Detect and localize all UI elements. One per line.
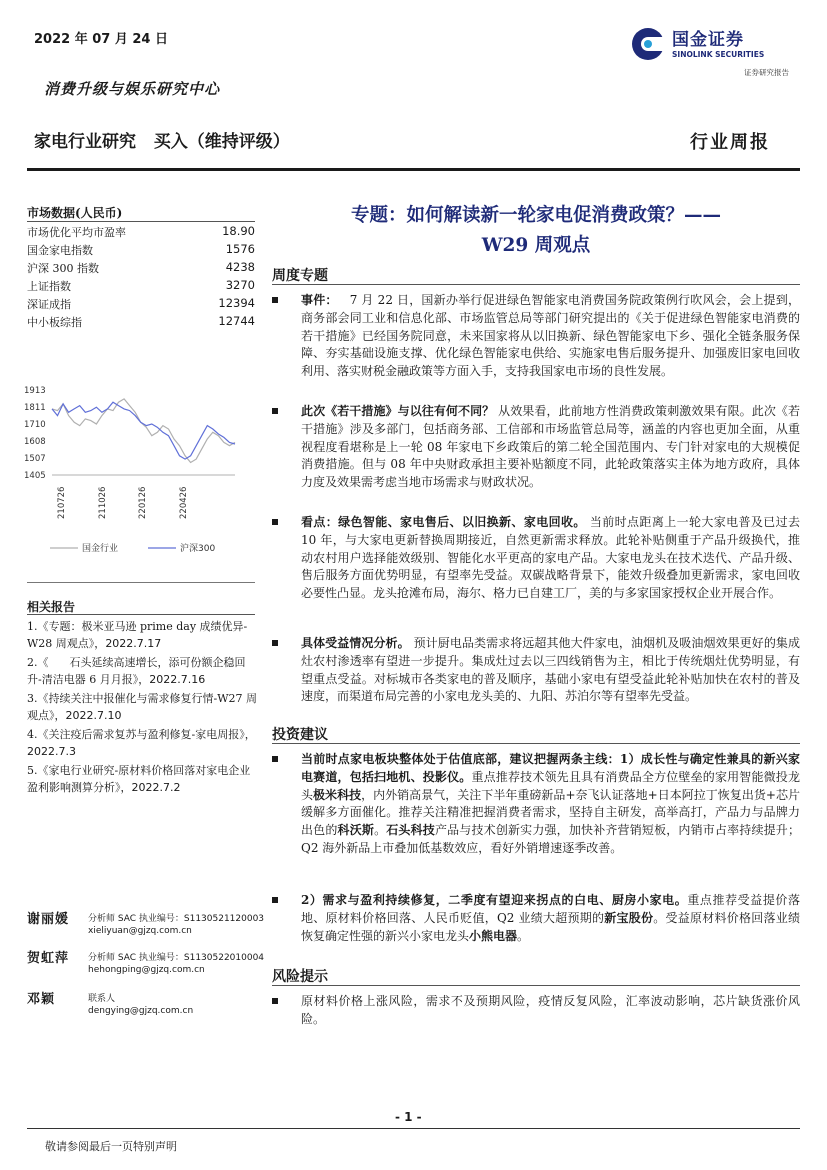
bullet-heading: 看点：绿色智能、家电售后、以旧换新、家电回收。	[301, 515, 586, 529]
x-tick-label: 210726	[57, 486, 67, 519]
stock-name: 极米科技	[313, 787, 362, 802]
market-row-value: 3270	[225, 278, 255, 292]
market-row-label: 市场优化平均市盈率	[27, 226, 126, 239]
footer-divider	[27, 1128, 800, 1129]
section-heading-risk: 风险提示	[272, 969, 328, 985]
stock-name: 新宝股份	[604, 910, 654, 925]
analyst-email[interactable]: dengying@gjzq.com.cn	[88, 1006, 194, 1016]
bullet-body: 产品与技术创新实力强，加快补齐营销短板，内销市占率持续提升；Q2 海外新品上市叠加低基数效应，看好外销增速逐季改善。	[301, 823, 800, 855]
brand-subtitle: 证券研究报告	[744, 68, 789, 77]
bullet-risk	[272, 993, 800, 1029]
market-row-value: 12394	[218, 296, 255, 310]
bullet-body: 。	[374, 823, 387, 838]
market-row-label: 国金家电指数	[27, 244, 93, 257]
related-report-item[interactable]	[27, 763, 259, 796]
chart-divider	[27, 582, 255, 583]
report-title	[272, 201, 800, 261]
bullet-difference	[272, 403, 800, 492]
bullet-square-icon	[272, 897, 278, 903]
market-row-value: 4238	[225, 260, 255, 274]
related-report-item[interactable]	[27, 655, 259, 688]
analyst-cert: 分析师 SAC 执业编号：S1130521120003	[88, 914, 265, 924]
brand-name: 国金证券	[672, 30, 744, 50]
bullet-body: 重点推荐技术领先且具有消费品全方位壁垒的家用智能微投龙头	[301, 769, 800, 802]
bullet-square-icon	[272, 408, 278, 414]
index-line-chart	[20, 372, 260, 577]
stock-name: 石头科技	[386, 823, 435, 838]
related-reports-title: 相关报告	[27, 600, 76, 614]
market-row-label: 深证成指	[27, 298, 71, 311]
bullet-body: 。受益原材料价格回落业绩恢复确定性强的新兴小家电龙头	[301, 910, 800, 943]
market-row	[27, 278, 255, 294]
bullet-body: 重点推荐受益提价落地、原材料价格回落、人民币贬值，Q2 业绩大超预期的	[301, 893, 800, 925]
report-title-line: W29 周观点	[481, 235, 591, 256]
analyst-name: 谢丽媛	[27, 912, 70, 927]
bullet-mainline-1	[272, 751, 800, 858]
stock-name: 科沃斯	[337, 823, 375, 838]
bullet-body: ，内外销高景气，关注下半年重磅新品+奈飞认证落地+日本阿拉丁恢复出货+芯片缓解多方面催化。推荐关注精准把握消费者需求，坚持自主研发，高举高打，产品力与品牌力出色的	[301, 787, 800, 838]
y-tick-label: 1507	[24, 453, 46, 464]
bullet-body: 从效果看，此前地方性消费政策刺激效果有限。此次《若干措施》涉及多部门，包括商务部、工信部和市场监管总局等，涵盖的内容也更加全面，从重视程度看堪称是上一轮 08 年家电下乡政策后的第二轮全国范围内、专门针对家电的大规模促消费措施。但与 08 年中央财政承担主要补贴额度不同，此轮政策落实主体为地方政府，具体力度及效果需考虑当地市场需求与财政状况。	[301, 404, 800, 490]
y-tick-label: 1710	[24, 419, 46, 430]
bullet-square-icon	[272, 998, 278, 1004]
analyst-card	[27, 908, 267, 948]
related-reports-divider	[27, 614, 255, 615]
related-report-date: 2022.7.2	[131, 780, 181, 794]
section-divider	[272, 743, 800, 744]
market-row	[27, 224, 255, 240]
bullet-square-icon	[272, 519, 278, 525]
bullet-heading: 当前时点家电板块整体处于估值底部，建议把握两条主线：1）成长性与确定性兼具的新兴家电赛道，包括扫地机、投影仪。	[301, 752, 800, 784]
related-report-date: 2022.7.16	[149, 672, 206, 686]
market-row	[27, 242, 255, 258]
related-report-title[interactable]: 3.《持续关注中报催化与需求修复行情-W27 周观点》，	[27, 692, 258, 722]
related-report-date: 2022.7.10	[65, 708, 122, 722]
bullet-square-icon	[272, 297, 278, 303]
bullet-heading: 2）需求与盈利持续修复，二季度有望迎来拐点的白电、厨房小家电。	[301, 893, 688, 907]
series-line	[52, 399, 235, 463]
y-tick-label: 1913	[24, 386, 46, 396]
analyst-cert: 分析师 SAC 执业编号：S1130522010004	[88, 953, 265, 963]
section-divider	[272, 985, 800, 986]
bullet-body: 原材料价格上涨风险，需求不及预期风险，疫情反复风险，汇率波动影响，芯片缺货涨价风险。	[301, 994, 800, 1026]
market-data-title: 市场数据(人民币)	[27, 206, 123, 220]
footer-disclaimer: 敬请参阅最后一页特别声明	[45, 1140, 177, 1153]
bullet-beneficiaries	[272, 635, 800, 706]
series-line	[52, 402, 235, 459]
bullet-heading: 具体受益情况分析。	[301, 636, 410, 650]
y-tick-label: 1608	[24, 437, 46, 448]
y-tick-label: 1405	[24, 471, 46, 481]
market-row	[27, 296, 255, 312]
market-row-value: 18.90	[222, 224, 255, 238]
market-row-label: 上证指数	[27, 280, 71, 293]
related-report-title[interactable]: 5.《家电行业研究-原材料价格回落对家电企业盈利影响测算分析》，	[27, 764, 251, 794]
brand-english-name: SINOLINK SECURITIES	[672, 50, 765, 59]
analyst-name: 贺虹萍	[27, 951, 70, 966]
report-type: 行业周报	[690, 132, 770, 153]
bullet-square-icon	[272, 756, 278, 762]
page-number: - 1 -	[395, 1110, 422, 1124]
bullet-body: 预计厨电品类需求将远超其他大件家电，油烟机及吸油烟效果更好的集成灶农村渗透率有望进一步提升。集成灶过去以三四线销售为主，相比于传统烟灶优势明显，有望重点受益。对标城市各类家电的普及顺序，基础小家电有望受益此轮补贴加快在农村的普及速度，而渠道布局完善的小家电龙头美的、九阳、苏泊尔等有望率先受益。	[301, 636, 800, 704]
bullet-heading: 事件：	[301, 293, 338, 307]
analyst-name: 邓颖	[27, 992, 56, 1007]
analyst-cert: 联系人	[88, 994, 116, 1004]
bullet-highlights	[272, 514, 800, 603]
related-report-item[interactable]	[27, 619, 259, 652]
stock-name: 小熊电器	[469, 928, 518, 943]
x-tick-label: 211026	[98, 486, 108, 519]
bullet-mainline-2	[272, 892, 800, 945]
analyst-card	[27, 947, 267, 987]
legend-label: 国金行业	[82, 544, 119, 554]
section-heading-investment: 投资建议	[272, 727, 328, 743]
related-report-date: 2022.7.17	[105, 636, 162, 650]
related-report-title[interactable]: 1.《专题：极米亚马逊 prime day 成绩优异-W28 周观点》，	[27, 620, 248, 650]
market-row-value: 1576	[225, 242, 255, 256]
market-row-label: 沪深 300 指数	[27, 262, 99, 275]
market-row-value: 12744	[218, 314, 255, 328]
analyst-card	[27, 988, 267, 1028]
bullet-heading: 此次《若干措施》与以往有何不同？	[301, 404, 495, 418]
bullet-body: 当前时点距离上一轮大家电普及已过去 10 年，与大家电更新替换周期接近，自然更新需求释放。此轮补贴侧重于产品升级换代，推动农村用户选择能效级别、智能化水平更高的家电产品。大家电龙头在技术迭代、产品升级、售后服务方面优势明显，有望率先受益。双碳战略背景下，能效升级叠加更新需求，家电回收必要性凸显。龙头抢滩布局，海尔、格力已自建工厂，美的与多家国家授权企业开展合作。	[301, 515, 800, 601]
y-tick-label: 1811	[24, 403, 46, 414]
research-center: 消费升级与娱乐研究中心	[44, 80, 221, 98]
industry-rating: 家电行业研究 买入（维持评级）	[34, 132, 290, 152]
report-date: 2022 年 07 月 24 日	[34, 32, 168, 47]
bullet-body: 7 月 22 日，国新办举行促进绿色智能家电消费国务院政策例行吹风会，会上提到，商务部会同工业和信息化部、市场监管总局等部门研究提出的《关于促进绿色智能家电消费的若干措施》已经国务院同意，未来国家将从以旧换新、绿色智能家电下乡、强化全链条服务保障、夯实基础设施支撑、优化绿色智能家电供给、实施家电售后服务提升、加强废旧家电回收利用、落实财税金融政策等方面入手，支持我国家电市场的良性发展。	[301, 293, 800, 379]
x-tick-label: 220126	[138, 486, 148, 519]
related-report-title[interactable]: 2.《 石头延续高速增长，添可份额企稳回升-清洁电器 6 月月报》，	[27, 656, 246, 686]
bullet-event	[272, 292, 800, 381]
related-report-title[interactable]: 4.《关注疫后需求复苏与盈利修复-家电周报》，	[27, 728, 256, 741]
legend-label: 沪深300	[180, 544, 216, 554]
bullet-square-icon	[272, 640, 278, 646]
related-reports-list	[27, 619, 259, 799]
section-divider	[272, 284, 800, 285]
related-report-item[interactable]	[27, 691, 259, 724]
analyst-email[interactable]: hehongping@gjzq.com.cn	[88, 965, 205, 975]
bullet-body: 。	[517, 928, 530, 943]
x-tick-label: 220426	[179, 486, 189, 519]
market-row	[27, 314, 255, 330]
market-row-label: 中小板综指	[27, 316, 82, 329]
header-divider	[27, 168, 800, 171]
related-report-date: 2022.7.3	[27, 744, 76, 758]
section-heading-weekly: 周度专题	[272, 268, 328, 284]
analyst-email[interactable]: xieliyuan@gjzq.com.cn	[88, 926, 192, 936]
market-data-divider	[27, 221, 255, 222]
related-report-item[interactable]	[27, 727, 259, 760]
report-title-line: 专题：如何解读新一轮家电促消费政策？——	[350, 205, 721, 226]
market-row	[27, 260, 255, 276]
